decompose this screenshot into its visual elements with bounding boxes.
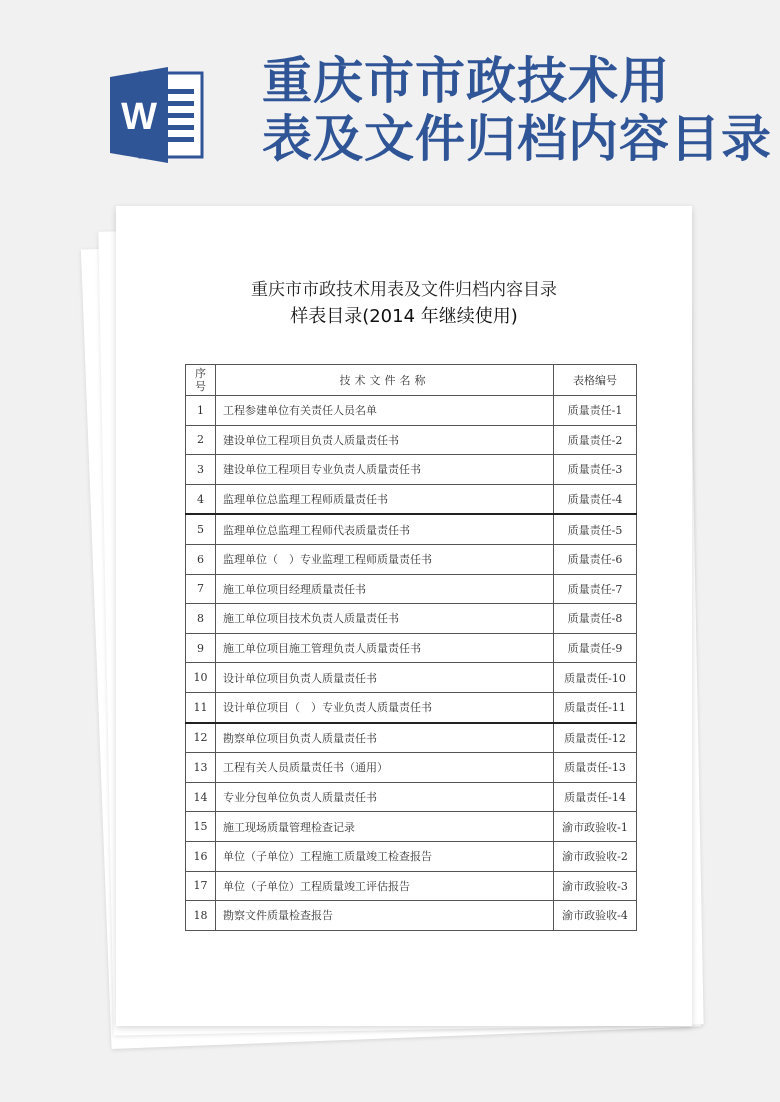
catalog-table (185, 364, 637, 931)
table-body (186, 396, 637, 931)
row-number: 12 (186, 723, 216, 753)
table-row (186, 841, 637, 871)
table-header-row (186, 365, 637, 396)
row-number: 5 (186, 514, 216, 544)
table-row (186, 425, 637, 455)
table-row (186, 514, 637, 544)
row-form-code: 质量责任-9 (554, 633, 637, 663)
row-document-name: 勘察文件质量检查报告 (216, 901, 554, 931)
row-number: 17 (186, 871, 216, 901)
table-row (186, 812, 637, 842)
row-form-code: 渝市政验收-3 (554, 871, 637, 901)
row-number: 3 (186, 455, 216, 485)
row-number: 6 (186, 544, 216, 574)
row-document-name: 工程有关人员质量责任书（通用） (216, 753, 554, 783)
row-form-code: 质量责任-6 (554, 544, 637, 574)
table-row (186, 633, 637, 663)
table-row (186, 692, 637, 722)
row-number: 14 (186, 782, 216, 812)
header-code: 表格编号 (554, 365, 637, 396)
row-document-name: 施工单位项目技术负责人质量责任书 (216, 604, 554, 634)
header-seq (186, 365, 216, 396)
row-form-code: 质量责任-5 (554, 514, 637, 544)
row-form-code: 渝市政验收-4 (554, 901, 637, 931)
row-number: 1 (186, 396, 216, 426)
row-document-name: 单位（子单位）工程施工质量竣工检查报告 (216, 841, 554, 871)
row-document-name: 监理单位总监理工程师质量责任书 (216, 484, 554, 514)
row-form-code: 质量责任-10 (554, 663, 637, 693)
header-seq-line1: 序 (195, 367, 206, 380)
row-form-code: 渝市政验收-2 (554, 841, 637, 871)
table-row (186, 871, 637, 901)
table-row (186, 484, 637, 514)
row-number: 15 (186, 812, 216, 842)
row-document-name: 勘察单位项目负责人质量责任书 (216, 723, 554, 753)
row-form-code: 渝市政验收-1 (554, 812, 637, 842)
row-form-code: 质量责任-13 (554, 753, 637, 783)
row-document-name: 施工现场质量管理检查记录 (216, 812, 554, 842)
row-number: 8 (186, 604, 216, 634)
row-form-code: 质量责任-1 (554, 396, 637, 426)
row-document-name: 监理单位总监理工程师代表质量责任书 (216, 514, 554, 544)
table-row (186, 604, 637, 634)
row-document-name: 施工单位项目施工管理负责人质量责任书 (216, 633, 554, 663)
table-row (186, 782, 637, 812)
document-title: 重庆市市政技术用表及文件归档内容目录 (251, 280, 557, 300)
row-form-code: 质量责任-4 (554, 484, 637, 514)
header-seq-line2: 号 (195, 380, 206, 393)
table-row (186, 396, 637, 426)
word-icon-letter: W (121, 96, 157, 138)
row-number: 18 (186, 901, 216, 931)
row-document-name: 工程参建单位有关责任人员名单 (216, 396, 554, 426)
table-row (186, 753, 637, 783)
row-document-name: 设计单位项目负责人质量责任书 (216, 663, 554, 693)
row-form-code: 质量责任-11 (554, 692, 637, 722)
header-name: 技术文件名称 (216, 365, 554, 396)
row-form-code: 质量责任-14 (554, 782, 637, 812)
table-row (186, 574, 637, 604)
row-number: 16 (186, 841, 216, 871)
row-number: 13 (186, 753, 216, 783)
row-document-name: 建设单位工程项目负责人质量责任书 (216, 425, 554, 455)
document-subtitle: 样表目录(2014 年继续使用) (290, 306, 518, 327)
row-document-name: 专业分包单位负责人质量责任书 (216, 782, 554, 812)
row-number: 9 (186, 633, 216, 663)
banner-title: 重庆市市政技术用 表及文件归档内容目录 (262, 52, 772, 168)
row-form-code: 质量责任-2 (554, 425, 637, 455)
document-page (116, 206, 692, 1026)
row-document-name: 建设单位工程项目专业负责人质量责任书 (216, 455, 554, 485)
row-number: 7 (186, 574, 216, 604)
row-number: 10 (186, 663, 216, 693)
table-row (186, 455, 637, 485)
table-row (186, 901, 637, 931)
row-document-name: 单位（子单位）工程质量竣工评估报告 (216, 871, 554, 901)
row-form-code: 质量责任-8 (554, 604, 637, 634)
row-document-name: 施工单位项目经理质量责任书 (216, 574, 554, 604)
row-document-name: 监理单位（ ）专业监理工程师质量责任书 (216, 544, 554, 574)
table-row (186, 544, 637, 574)
row-form-code: 质量责任-3 (554, 455, 637, 485)
word-document-icon (110, 67, 208, 163)
row-form-code: 质量责任-12 (554, 723, 637, 753)
row-number: 4 (186, 484, 216, 514)
row-number: 2 (186, 425, 216, 455)
row-document-name: 设计单位项目（ ）专业负责人质量责任书 (216, 692, 554, 722)
table-row (186, 663, 637, 693)
table-row (186, 723, 637, 753)
row-form-code: 质量责任-7 (554, 574, 637, 604)
row-number: 11 (186, 692, 216, 722)
